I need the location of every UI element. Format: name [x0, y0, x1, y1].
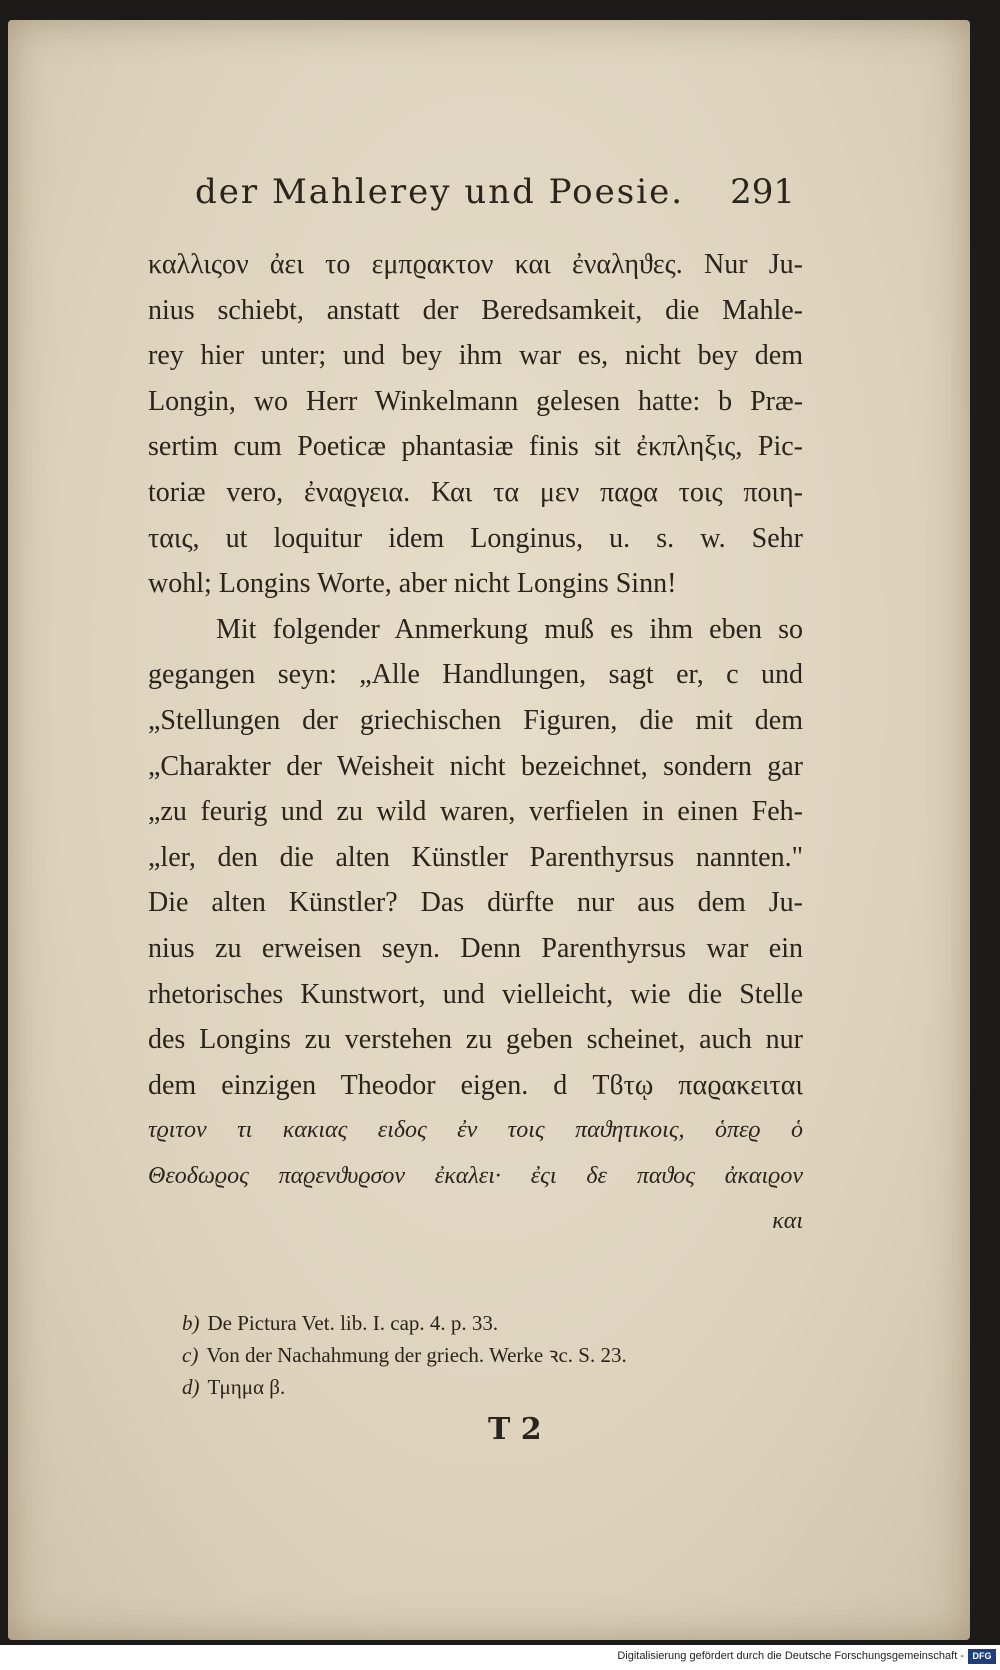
- signature-mark: T 2: [488, 1412, 542, 1447]
- running-head: der Mahlerey und Poesie.: [195, 172, 685, 212]
- body-line: nius zu erweisen seyn. Denn Parenthyrsus war ein: [148, 932, 803, 964]
- body-line: nius schiebt, anstatt der Beredsamkeit, die Mahle-: [148, 294, 803, 326]
- body-line: rhetorisches Kunstwort, und vielleicht, wie die Stelle: [148, 978, 803, 1010]
- body-line: Die alten Künstler? Das dürfte nur aus dem Ju-: [148, 887, 803, 919]
- footnote-b: [182, 1307, 782, 1339]
- footnote-mark: c): [182, 1343, 199, 1367]
- footnotes: [182, 1307, 782, 1403]
- body-text: [148, 242, 803, 1245]
- body-line: wohl; Longins Worte, aber nicht Longins Sinn!: [148, 568, 677, 600]
- body-line-greek: Θεοδωϱος παϱενϑυϱσον ἐκαλει· ἐςι δε παϑος ἀκαιϱον: [148, 1162, 803, 1189]
- page-number: 291: [730, 172, 795, 212]
- body-line: dem einzigen Theodor eigen. d Τϐτῳ παϱακειται: [148, 1069, 803, 1101]
- footnote-mark: b): [182, 1311, 200, 1335]
- footnote-c: [182, 1339, 782, 1371]
- body-line: rey hier unter; und bey ihm war es, nicht bey dem: [148, 340, 803, 372]
- footer-bar: [0, 1646, 1000, 1670]
- body-line: gegangen seyn: „Alle Handlungen, sagt er, c und: [148, 659, 803, 691]
- body-line: „Stellungen der griechischen Figuren, die mit dem: [148, 704, 803, 736]
- dfg-logo-icon: DFG: [968, 1649, 996, 1664]
- footnote-text: Von der Nachahmung der griech. Werke ꝛc. S. 23.: [206, 1343, 627, 1367]
- body-line: „zu feurig und zu wild waren, verfielen in einen Feh-: [148, 796, 803, 828]
- body-line-greek: τϱιτον τι κακιας ειδος ἐν τοις παϑητικοις, ὁπεϱ ὁ: [148, 1117, 803, 1144]
- body-line: sertim cum Poeticæ phantasiæ finis sit ἐκπληξις, Pic-: [148, 431, 803, 463]
- body-line: Longin, wo Herr Winkelmann gelesen hatte: b Præ-: [148, 385, 803, 417]
- footnote-text: Τμημα β.: [207, 1375, 286, 1399]
- body-line: „ler, den die alten Künstler Parenthyrsus nannten.": [148, 841, 803, 873]
- page-header: [195, 172, 795, 222]
- credit-text: Digitalisierung gefördert durch die Deutsche Forschungsgemeinschaft -: [617, 1650, 964, 1662]
- footnote-d: [182, 1371, 782, 1403]
- body-line: toriæ vero, ἐναϱγεια. Και τα μεν παϱα τοις ποιη-: [148, 476, 803, 508]
- body-line: Mit folgender Anmerkung muß es ihm eben so: [216, 613, 803, 645]
- catchword: και: [772, 1208, 803, 1235]
- footnote-text: De Pictura Vet. lib. I. cap. 4. p. 33.: [207, 1311, 499, 1335]
- footnote-mark: d): [182, 1375, 200, 1399]
- body-line: ταις, ut loquitur idem Longinus, u. s. w. Sehr: [148, 522, 803, 554]
- body-line: καλλιςον ἀει το εμπϱακτον και ἐναληϑες. Nur Ju-: [148, 249, 803, 280]
- body-line: des Longins zu verstehen zu geben scheinet, auch nur: [148, 1024, 803, 1056]
- body-line: „Charakter der Weisheit nicht bezeichnet, sondern gar: [148, 750, 803, 782]
